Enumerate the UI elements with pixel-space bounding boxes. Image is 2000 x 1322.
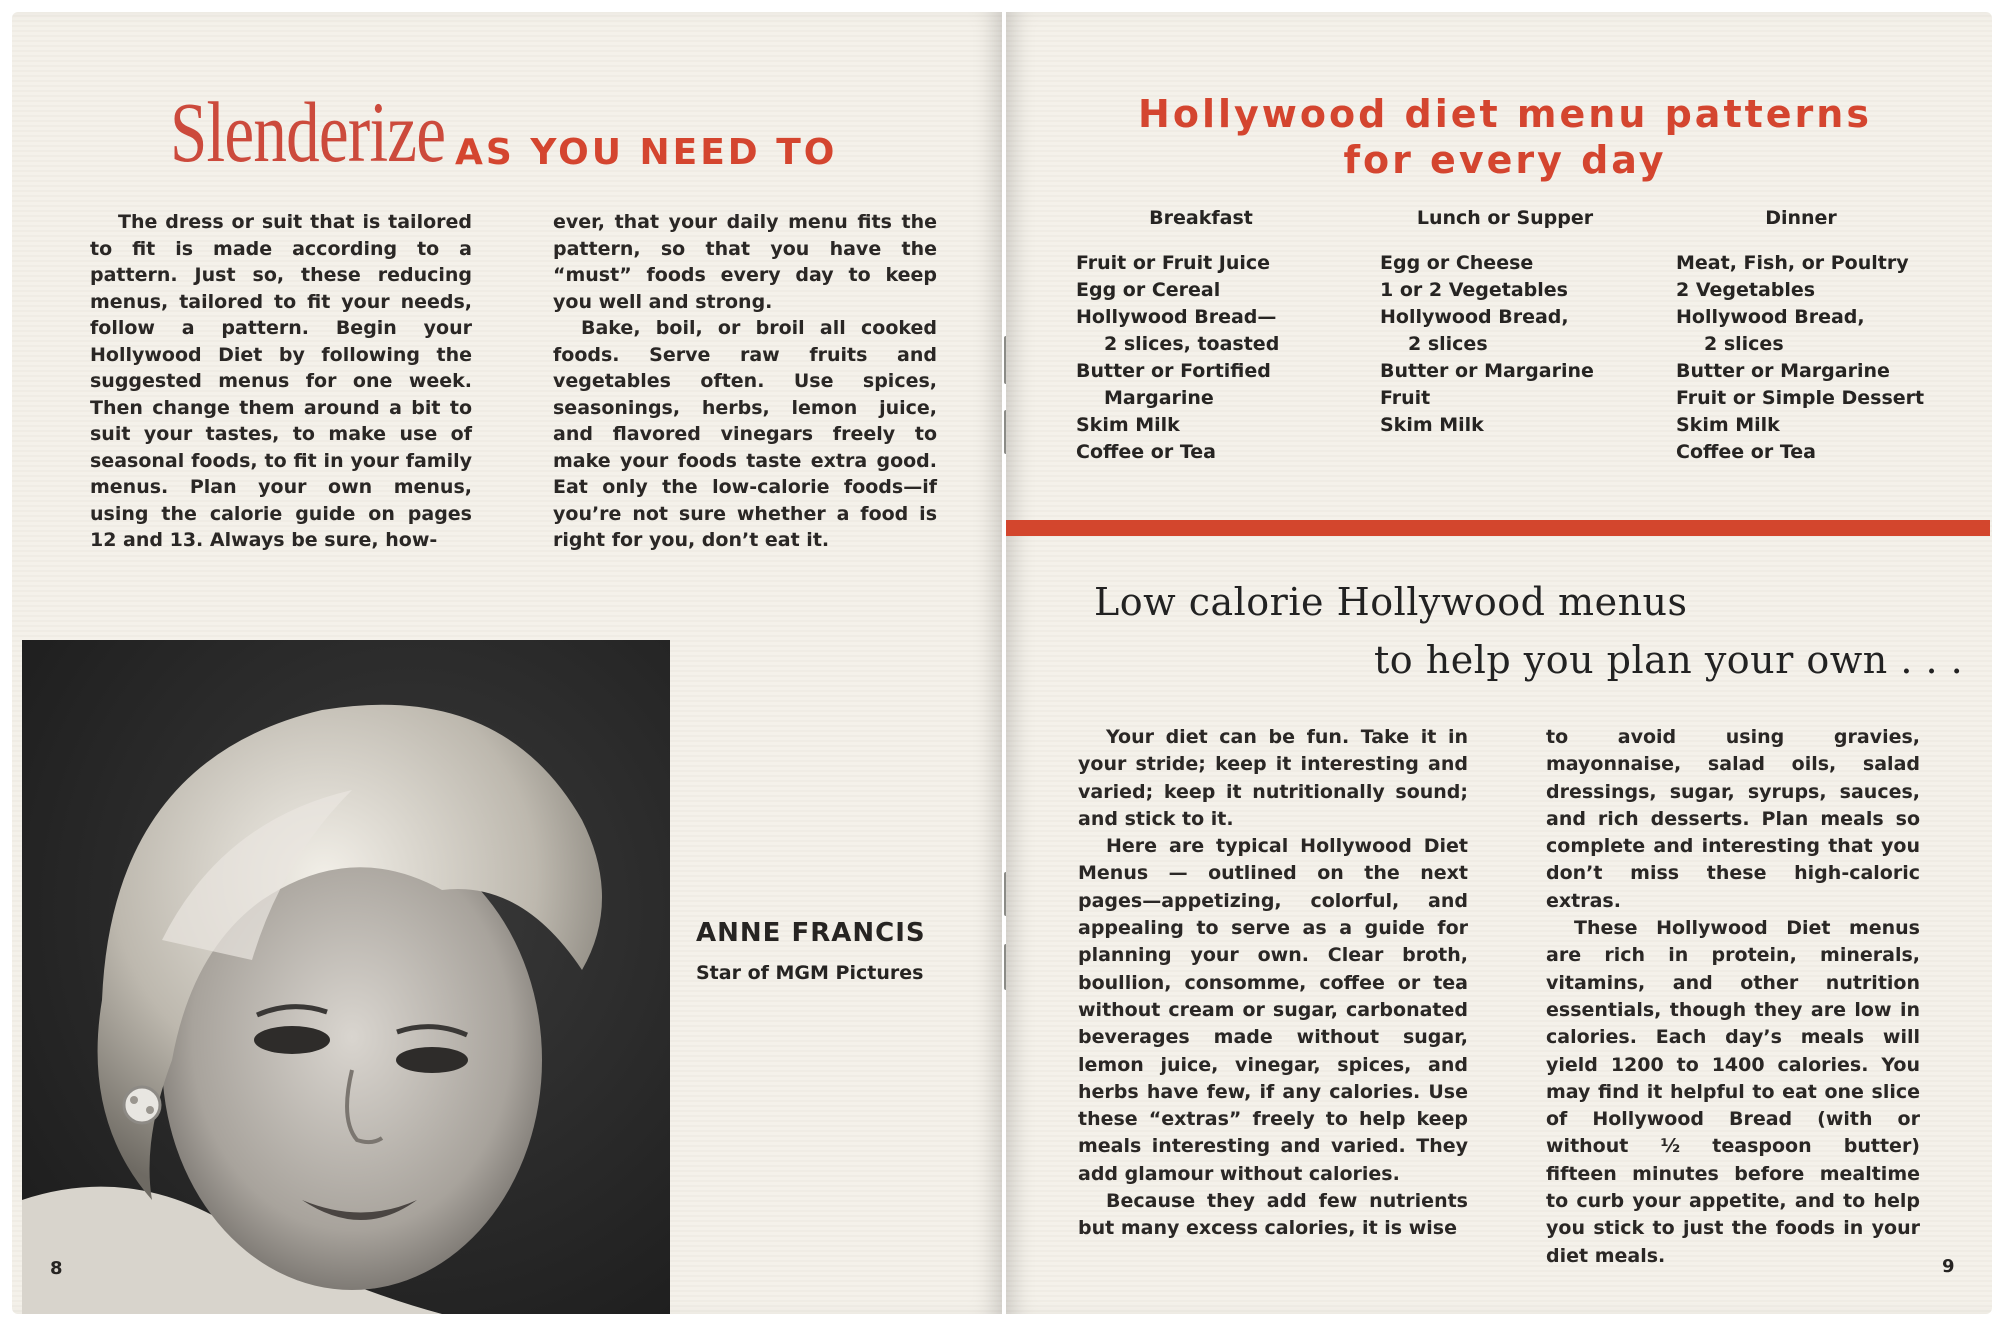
title-caps-phrase: AS YOU NEED TO [455,132,838,173]
left-column-1-text: The dress or suit that is tailored to fit is made according to a pattern. Just so, these reducing menus, tailored to fit your needs, follow a pattern. Begin your Hollywood Diet by following the suggested menus for one week. Then change them around a bit to suit your tastes, to make use of seasonal foods, to fit in your family menus. Plan your own menus, using the calorie guide on pages 12 and 13. Always be sure, how- [90,211,472,551]
menu-item: 1 or 2 Vegetables [1380,279,1568,301]
menu-item: 2 slices, toasted [1104,333,1280,355]
menu-item: Butter or Fortified [1076,360,1271,382]
menu-item: Skim Milk [1076,414,1180,436]
menu-item: Coffee or Tea [1076,441,1216,463]
right-column-2-para-1: to avoid using gravies, mayonnaise, salad oils, salad dressings, sugar, syrups, sauces, and rich desserts. Plan meals so complete and interesting that you don’t miss these high-caloric extras. [1546,726,1920,912]
menu-item: Egg or Cereal [1076,279,1221,301]
left-column-1 [90,209,472,554]
low-calorie-subtitle-line-2: to help you plan your own . . . [1374,638,1964,682]
right-column-1-para-3: Because they add few nutrients but many excess calories, it is wise [1078,1190,1468,1240]
menu-item: Meat, Fish, or Poultry [1676,252,1909,274]
menu-item: Butter or Margarine [1676,360,1890,382]
portrait-illustration [22,640,670,1314]
menu-item: Hollywood Bread— [1076,306,1277,328]
menu-item: Margarine [1104,387,1214,409]
right-column-2-para-2: These Hollywood Diet menus are rich in protein, minerals, vitamins, and other nutrition essentials, though they are low in calories. Each day’s meals will yield 1200 to 1400 calories. You may find it helpful to eat one slice of Hollywood Bread (with or without ½ teaspoon butter) fifteen minutes before mealtime to curb your appetite, and to help you stick to just the foods in your diet meals. [1546,917,1920,1267]
left-column-2 [553,209,937,554]
title-script-word: Slenderize [170,84,446,180]
menu-lunch-or-supper [1380,205,1630,439]
menu-item: Hollywood Bread, [1380,306,1569,328]
menu-heading: Dinner [1765,207,1837,229]
menu-item: Skim Milk [1380,414,1484,436]
photo-caption-studio: Star of MGM Pictures [696,962,924,984]
menu-item: 2 slices [1408,333,1488,355]
menu-item: Fruit [1380,387,1431,409]
menu-dinner [1676,205,1926,466]
right-column-2 [1546,724,1920,1270]
page-number-right: 9 [1942,1256,1955,1277]
page-number-left: 8 [50,1258,63,1279]
menu-item: Butter or Margarine [1380,360,1594,382]
left-column-2-para-2: Bake, boil, or broil all cooked foods. Serve raw fruits and vegetables often. Use spices, seasonings, herbs, lemon juice, and flavored vinegars freely to make your foods taste extra good. Eat only the low-calorie foods—if you’re not sure whether a food is right for you, don’t eat it. [553,317,937,551]
right-column-1-para-2: Here are typical Hollywood Diet Menus — outlined on the next pages—appetizing, colorful, and appealing to serve as a guide for planning your own. Clear broth, boullion, consomme, coffee or tea without cream or sugar, carbonated beverages made without sugar, lemon juice, vinegar, spices, and herbs have few, if any calories. Use these “extras” freely to help keep meals interesting and varied. They add glamour without calories. [1078,835,1468,1185]
menu-patterns-title-line-2: for every day [1343,138,1667,182]
right-column-1-para-1: Your diet can be fun. Take it in your stride; keep it interesting and varied; keep it nutritionally sound; and stick to it. [1078,726,1468,830]
menu-patterns-title-line-1: Hollywood diet menu patterns [1138,92,1872,136]
red-divider-bar [1006,520,1990,536]
menu-item: 2 slices [1704,333,1784,355]
menu-heading: Lunch or Supper [1416,207,1594,229]
menu-item: Hollywood Bread, [1676,306,1865,328]
right-column-1 [1078,724,1468,1243]
menu-item: Skim Milk [1676,414,1780,436]
left-column-2-para-1: ever, that your daily menu fits the pattern, so that you have the “must” foods every day to keep you well and strong. [553,211,937,313]
menu-item: Egg or Cheese [1380,252,1534,274]
menu-heading: Breakfast [1149,207,1253,229]
low-calorie-subtitle-line-1: Low calorie Hollywood menus [1094,580,1688,624]
photo-caption-name: ANNE FRANCIS [696,918,926,948]
menu-item: 2 Vegetables [1676,279,1816,301]
menu-item: Fruit or Simple Dessert [1676,387,1925,409]
menu-item: Fruit or Fruit Juice [1076,252,1271,274]
portrait-photo [22,640,670,1314]
menu-breakfast [1076,205,1326,466]
menu-item: Coffee or Tea [1676,441,1816,463]
